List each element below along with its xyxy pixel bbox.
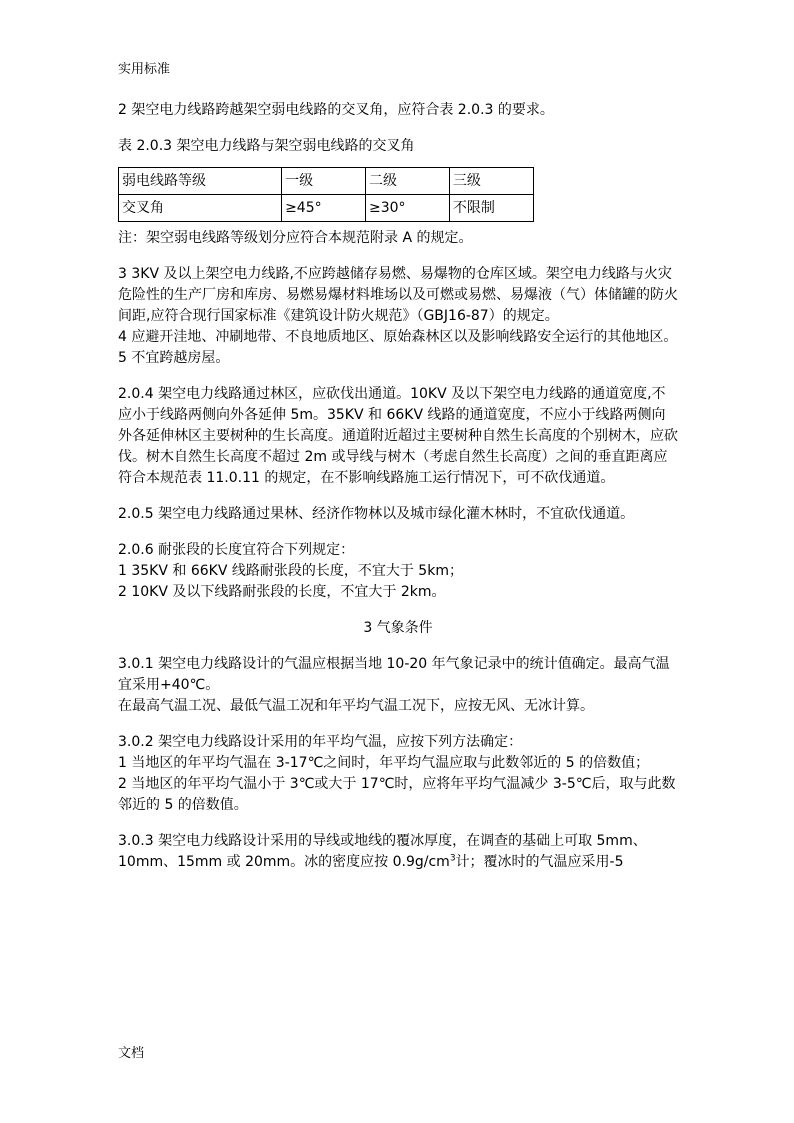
clause-2-0-6-item-1: 1 35KV 和 66KV 线路耐张段的长度，不宜大于 5km； [118,563,463,579]
clause-3-0-2: 3.0.2 架空电力线路设计采用的年平均气温，应按下列方法确定： [118,734,523,750]
clause-3-0-1-b: 在最高气温工况、最低气温工况和年平均气温工况下，应按无风、无冰计算。 [118,698,594,714]
clause-3-0-2-item-1: 1 当地区的年平均气温在 3-17℃之间时，年平均气温应取与此数邻近的 5 的倍数值； [118,755,650,771]
table-cell: 三级 [449,168,533,195]
clause-2-0-4: 2.0.4 架空电力线路通过林区，应砍伐出通道。10KV 及以下架空电力线路的通道宽度,不应小于线路两侧向外各延伸 5m。35KV 和 66KV 线路的通道宽度，不应小于线路两侧向外各延伸林区主要树种的生长高度。通道附近超过主要树种自然生长高度的个别树木，应砍伐。树木自然生长高度不超过 2m 或导线与树木（考虑自然生长高度）之间的垂直距离应符合本规范表 11.0.11 的规定，在不影响线路施工运行情况下，可不砍伐通道。 [118,386,678,486]
page-footer: 文档 [118,1046,145,1061]
chapter-title: 3 气象条件 [363,620,433,636]
table-cell: 交叉角 [119,195,282,222]
table-cell: 弱电线路等级 [119,168,282,195]
clause-2-0-5: 2.0.5 架空电力线路通过果林、经济作物林以及城市绿化灌木林时，不宜砍伐通道。 [118,506,635,522]
table-cell: 二级 [366,168,450,195]
clause-3-0-1: 3.0.1 架空电力线路设计的气温应根据当地 10-20 年气象记录中的统计值确定。最高气温宜采用+40℃。 [118,656,670,693]
item-4: 4 应避开洼地、冲刷地带、不良地质地区、原始森林区以及影响线路安全运行的其他地区。 [118,329,678,345]
page-header: 实用标准 [118,62,171,77]
table-row [119,195,534,222]
table-header-row [119,168,534,195]
table-cell: ≥30° [366,195,450,222]
table-cell: ≥45° [282,195,366,222]
item-5: 5 不宜跨越房屋。 [118,350,230,366]
clause-2-0-3-item-2: 2 架空电力线路跨越架空弱电线路的交叉角，应符合表 2.0.3 的要求。 [118,102,554,118]
superscript-3: 3 [449,853,456,864]
item-3: 3 3KV 及以上架空电力线路,不应跨越储存易燃、易爆物的仓库区域。架空电力线路与火灾危险性的生产厂房和库房、易燃易爆材料堆场以及可燃或易燃、易爆液（气）体储罐的防火间距,应符合现行国家标准《建筑设计防火规范》（GBJ16-87）的规定。 [118,266,678,324]
clause-3-0-3-text-a: 3.0.3 架空电力线路设计采用的导线或地线的覆冰厚度，在调查的基础上可取 5mm、10mm、15mm 或 20mm。冰的密度应按 0.9g/cm [118,833,647,870]
table-caption: 表 2.0.3 架空电力线路与架空弱电线路的交叉角 [118,138,415,154]
clause-3-0-2-item-2: 2 当地区的年平均气温小于 3℃或大于 17℃时，应将年平均气温减少 3-5℃后，取与此数邻近的 5 的倍数值。 [118,776,676,813]
document-body [118,100,678,873]
clause-3-0-3-text-b: 计；覆冰时的气温应采用-5 [455,854,624,870]
clause-3-0-3 [118,831,678,873]
clause-2-0-6: 2.0.6 耐张段的长度宜符合下列规定： [118,542,355,558]
table-cell: 不限制 [449,195,533,222]
clause-2-0-6-item-2: 2 10KV 及以下线路耐张段的长度，不宜大于 2km。 [118,584,446,600]
crossing-angle-table [118,167,534,222]
table-cell: 一级 [282,168,366,195]
table-note: 注：架空弱电线路等级划分应符合本规范附录 A 的规定。 [118,230,473,246]
